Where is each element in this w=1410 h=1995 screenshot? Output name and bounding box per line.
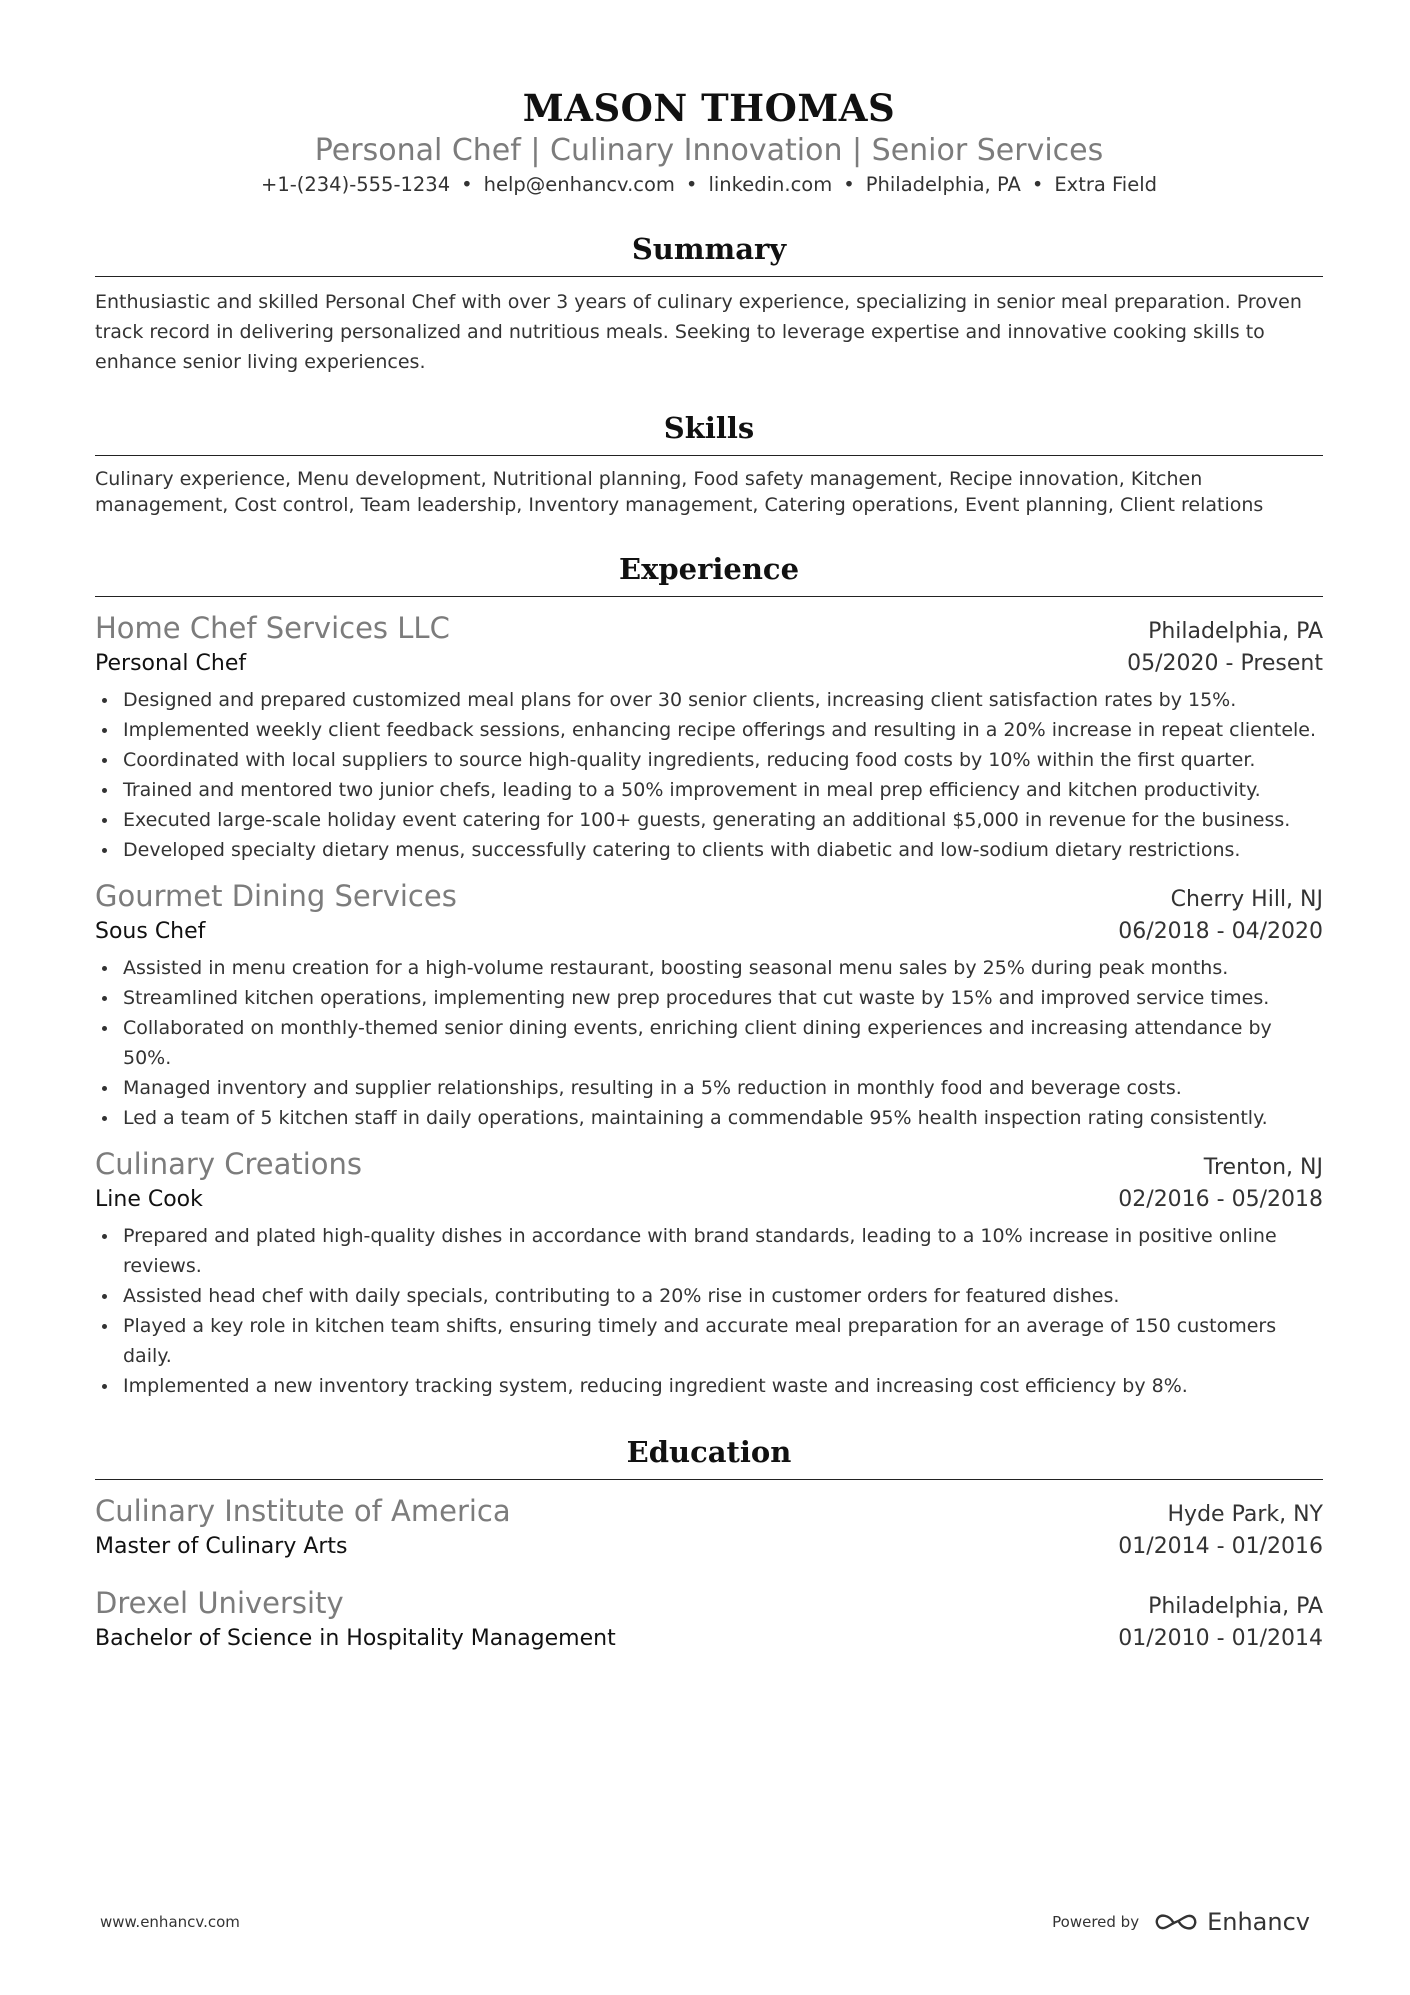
achievement-item: Collaborated on monthly-themed senior dining events, enriching client dining experiences and increasing attendance by 50%. <box>95 1013 1323 1073</box>
candidate-name: MASON THOMAS <box>522 86 896 130</box>
achievement-list <box>95 1221 1323 1401</box>
footer-website-link[interactable]: www.enhancv.com <box>100 1913 240 1931</box>
job-dates: 06/2018 - 04/2020 <box>1118 919 1323 944</box>
contact-phone[interactable]: +1-(234)-555-1234 <box>260 173 451 196</box>
education-entry <box>95 1492 1323 1564</box>
candidate-headline: Personal Chef | Culinary Innovation | Senior Services <box>314 133 1104 168</box>
contact-separator: • <box>685 173 698 196</box>
education-dates: 01/2014 - 01/2016 <box>1118 1534 1323 1559</box>
degree-name: Bachelor of Science in Hospitality Management <box>95 1626 616 1651</box>
page-footer <box>100 1908 1310 1936</box>
achievement-item: Developed specialty dietary menus, successfully catering to clients with diabetic and low-sodium dietary restrictions. <box>95 835 1323 865</box>
education-dates: 01/2010 - 01/2014 <box>1118 1626 1323 1651</box>
achievement-list <box>95 685 1323 865</box>
achievement-item: Designed and prepared customized meal plans for over 30 senior clients, increasing client satisfaction rates by 15%. <box>95 685 1323 715</box>
achievement-item: Implemented a new inventory tracking system, reducing ingredient waste and increasing cost efficiency by 8%. <box>95 1371 1323 1401</box>
school-location: Philadelphia, PA <box>1148 1594 1323 1619</box>
skills-text: Culinary experience, Menu development, Nutritional planning, Food safety management, Recipe innovation, Kitchen management, Cost control, Team leadership, Inventory management, Catering operations, Event planning, Client relations <box>95 468 1264 516</box>
achievement-item: Assisted in menu creation for a high-volume restaurant, boosting seasonal menu sales by 25% during peak months. <box>95 953 1323 983</box>
job-title: Line Cook <box>95 1187 203 1212</box>
section-title-summary: Summary <box>95 232 1323 277</box>
brand-name: Enhancv <box>1207 1908 1310 1936</box>
brand-logo[interactable] <box>1153 1908 1310 1936</box>
achievement-item: Streamlined kitchen operations, implementing new prep procedures that cut waste by 15% and improved service times. <box>95 983 1323 1013</box>
achievement-item: Implemented weekly client feedback sessions, enhancing recipe offerings and resulting in a 20% increase in repeat clientele. <box>95 715 1323 745</box>
contact-separator: • <box>1031 173 1044 196</box>
summary-section <box>95 232 1323 377</box>
job-dates: 02/2016 - 05/2018 <box>1118 1187 1323 1212</box>
contact-separator: • <box>461 173 473 196</box>
summary-text: Enthusiastic and skilled Personal Chef with over 3 years of culinary experience, specializing in senior meal preparation. Proven track record in delivering personalized and nutritious meals. Seeking to leverage expertise and innovative cooking skills to enhance senior living experiences. <box>95 291 1302 373</box>
job-location: Philadelphia, PA <box>1148 619 1323 644</box>
achievement-item: Managed inventory and supplier relationships, resulting in a 5% reduction in monthly food and beverage costs. <box>95 1073 1323 1103</box>
section-title-education: Education <box>95 1435 1323 1480</box>
degree-name: Master of Culinary Arts <box>95 1534 348 1559</box>
section-title-skills: Skills <box>95 411 1323 456</box>
job-title: Personal Chef <box>95 651 247 676</box>
contact-extra-field: Extra Field <box>1054 173 1158 196</box>
experience-entry <box>95 1145 1323 1401</box>
resume-header <box>95 0 1323 198</box>
company-name: Gourmet Dining Services <box>95 879 457 913</box>
job-title: Sous Chef <box>95 919 206 944</box>
company-name: Home Chef Services LLC <box>95 611 450 645</box>
achievement-item: Assisted head chef with daily specials, contributing to a 20% rise in customer orders for featured dishes. <box>95 1281 1323 1311</box>
enhancv-logo-icon <box>1153 1910 1199 1934</box>
skills-section <box>95 411 1323 518</box>
achievement-item: Trained and mentored two junior chefs, leading to a 50% improvement in meal prep efficiency and kitchen productivity. <box>95 775 1323 805</box>
contact-email[interactable]: help@enhancv.com <box>483 173 675 196</box>
achievement-item: Coordinated with local suppliers to source high-quality ingredients, reducing food costs by 10% within the first quarter. <box>95 745 1323 775</box>
experience-entry <box>95 877 1323 1133</box>
powered-by <box>1052 1908 1310 1936</box>
experience-section <box>95 552 1323 1401</box>
job-location: Cherry Hill, NJ <box>1170 887 1323 912</box>
achievement-list <box>95 953 1323 1133</box>
education-section <box>95 1435 1323 1656</box>
school-name: Drexel University <box>95 1586 344 1620</box>
achievement-item: Played a key role in kitchen team shifts, ensuring timely and accurate meal preparation for an average of 150 customers daily. <box>95 1311 1323 1371</box>
achievement-item: Executed large-scale holiday event catering for 100+ guests, generating an additional $5,000 in revenue for the business. <box>95 805 1323 835</box>
contact-location: Philadelphia, PA <box>865 173 1021 196</box>
education-entry <box>95 1584 1323 1656</box>
contact-separator: • <box>843 173 855 196</box>
achievement-item: Prepared and plated high-quality dishes in accordance with brand standards, leading to a 10% increase in positive online reviews. <box>95 1221 1323 1281</box>
contact-line <box>95 172 1323 198</box>
job-dates: 05/2020 - Present <box>1127 651 1323 676</box>
section-title-experience: Experience <box>95 552 1323 597</box>
company-name: Culinary Creations <box>95 1147 363 1181</box>
school-name: Culinary Institute of America <box>95 1494 511 1528</box>
achievement-item: Led a team of 5 kitchen staff in daily operations, maintaining a commendable 95% health inspection rating consistently. <box>95 1103 1323 1133</box>
resume-page <box>95 0 1323 1656</box>
experience-entry <box>95 609 1323 865</box>
powered-by-label: Powered by <box>1052 1913 1140 1931</box>
contact-linkedin[interactable]: linkedin.com <box>708 173 833 196</box>
job-location: Trenton, NJ <box>1203 1155 1323 1180</box>
school-location: Hyde Park, NY <box>1167 1502 1323 1527</box>
